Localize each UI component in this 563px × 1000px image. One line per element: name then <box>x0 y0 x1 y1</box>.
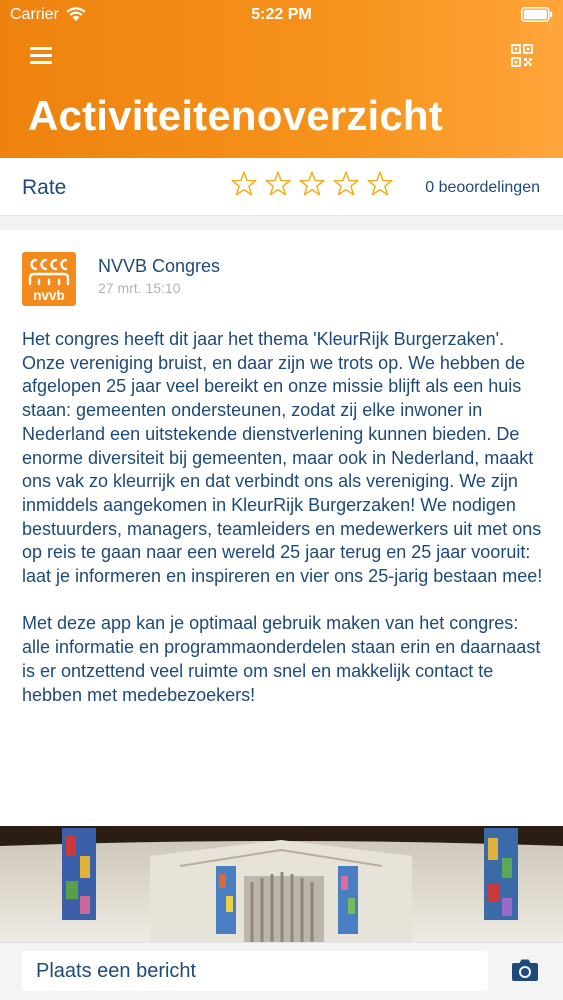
app-header <box>0 0 563 158</box>
nvvb-logo-avatar <box>22 252 76 306</box>
review-count: 0 beoordelingen <box>425 179 540 196</box>
section-divider <box>0 216 563 230</box>
rating-bar <box>0 158 563 216</box>
church-interior-image <box>0 826 563 942</box>
post-card <box>0 230 563 826</box>
menu-icon[interactable] <box>30 47 52 65</box>
message-input[interactable] <box>22 951 488 991</box>
carrier-label: Carrier <box>10 6 59 23</box>
post-body <box>22 328 546 731</box>
post-date: 27 mrt. 15:10 <box>98 280 181 296</box>
star-icon[interactable] <box>264 170 292 198</box>
post-paragraph: Met deze app kan je optimaal gebruik maken van het congres: alle informatie en programmaonderdelen staan erin en daarnaast is er ontzettend veel ruimte om snel en makkelijk contact te hebben met medebezoekers! <box>22 613 541 705</box>
post-author[interactable]: NVVB Congres <box>98 256 221 276</box>
rate-label: Rate <box>22 176 67 199</box>
status-bar <box>0 0 563 30</box>
status-time: 5:22 PM <box>251 6 312 23</box>
camera-icon[interactable] <box>511 957 539 983</box>
battery-icon <box>521 7 553 22</box>
qr-code-icon[interactable] <box>511 44 533 68</box>
post-photo[interactable] <box>0 826 563 942</box>
page-title: Activiteitenoverzicht <box>28 92 443 139</box>
star-icon[interactable] <box>298 170 326 198</box>
star-rating[interactable] <box>230 170 400 202</box>
svg-text:nvvb: nvvb <box>33 288 65 303</box>
star-icon[interactable] <box>332 170 360 198</box>
post-paragraph: Het congres heeft dit jaar het thema 'KleurRijk Burgerzaken'. Onze vereniging bruist, en daar zijn we trots op. We hebben de afgelopen 25 jaar veel bereikt en onze missie blijft als een huis staan: gemeenten ondersteunen, zodat zij elke inwoner in Nederland een uitstekende dienstverlening kunnen bieden. De enorme diversiteit bij gemeenten, maar ook in Nederland, maakt ons vak zo kleurrijk en dat verbindt ons als vereniging. We zijn inmiddels aangekomen in KleurRijk Burgerzaken! We nodigen bestuurders, managers, teamleiders en medewerkers uit met ons op reis te gaan naar een wereld 25 jaar terug en 25 jaar vooruit: laat je informeren en inspireren en vier ons 25-jarig bestaan mee! <box>22 329 543 587</box>
star-icon[interactable] <box>366 170 394 198</box>
star-icon[interactable] <box>230 170 258 198</box>
message-composer <box>0 942 563 1000</box>
